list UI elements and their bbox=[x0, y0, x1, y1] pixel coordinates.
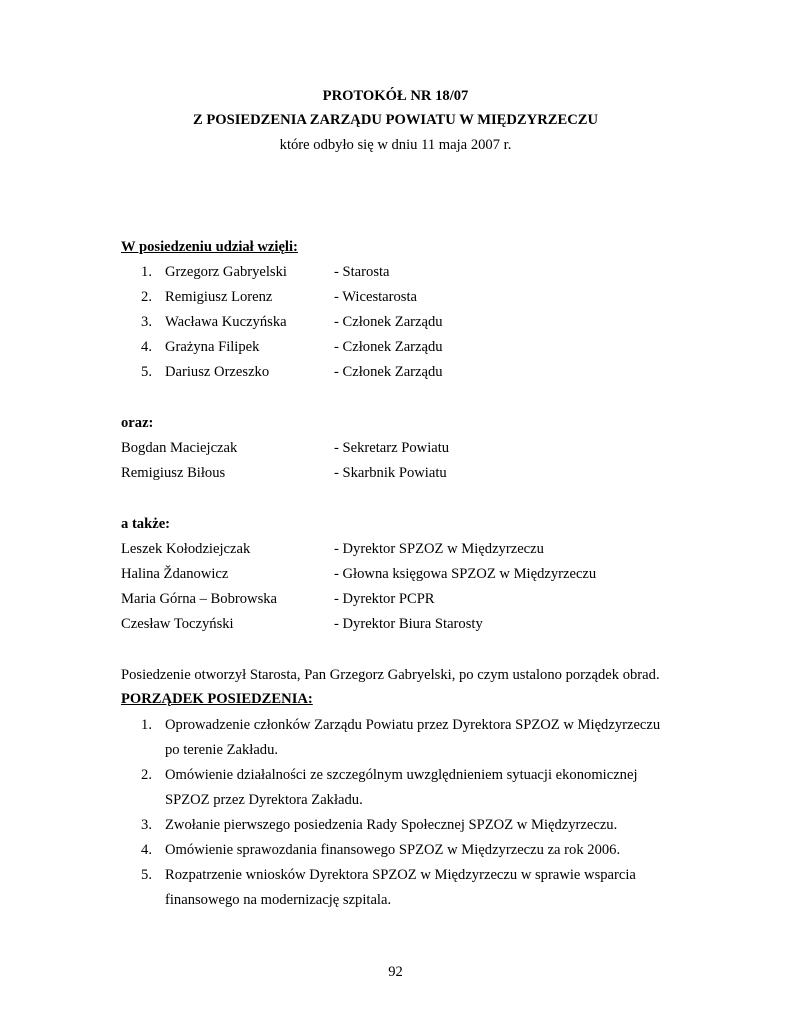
member-name: Dariusz Orzeszko bbox=[165, 364, 270, 380]
agenda-item-text: Omówienie sprawozdania finansowego SPZOZ w Międzyrzeczu za rok 2006. bbox=[165, 842, 621, 858]
member-role: - Członek Zarządu bbox=[334, 364, 443, 380]
agenda-item-text: SPZOZ przez Dyrektora Zakładu. bbox=[165, 792, 363, 808]
member-role: - Członek Zarządu bbox=[334, 314, 443, 330]
list-item-number: 4. bbox=[141, 842, 152, 858]
document-subtitle: Z POSIEDZENIA ZARZĄDU POWIATU W MIĘDZYRZECZU bbox=[192, 112, 599, 128]
member-name: Remigiusz Lorenz bbox=[165, 289, 273, 305]
member-role: - Członek Zarządu bbox=[334, 339, 443, 355]
person-role: - Dyrektor SPZOZ w Międzyrzeczu bbox=[334, 541, 544, 557]
agenda-item-text: Oprowadzenie członków Zarządu Powiatu przez Dyrektora SPZOZ w Międzyrzeczu bbox=[165, 717, 661, 733]
agenda-item-text: finansowego na modernizację szpitala. bbox=[165, 892, 392, 908]
list-item-number: 4. bbox=[141, 339, 152, 355]
list-item-number: 1. bbox=[141, 264, 152, 280]
list-item-number: 2. bbox=[141, 767, 152, 783]
list-item-number: 1. bbox=[141, 717, 152, 733]
person-name: Remigiusz Biłous bbox=[121, 465, 226, 481]
person-name: Leszek Kołodziejczak bbox=[121, 541, 251, 557]
agenda-item-text: Omówienie działalności ze szczególnym uwzględnieniem sytuacji ekonomicznej bbox=[165, 767, 638, 783]
member-role: - Wicestarosta bbox=[334, 289, 418, 305]
person-name: Maria Górna – Bobrowska bbox=[121, 591, 278, 607]
person-role: - Dyrektor PCPR bbox=[334, 591, 435, 607]
document-title: PROTOKÓŁ NR 18/07 bbox=[322, 88, 469, 104]
list-item-number: 3. bbox=[141, 817, 152, 833]
person-role: - Dyrektor Biura Starosty bbox=[334, 616, 483, 632]
agenda-item-text: Zwołanie pierwszego posiedzenia Rady Społecznej SPZOZ w Międzyrzeczu. bbox=[165, 817, 618, 833]
guests-heading: a także: bbox=[121, 516, 171, 532]
member-role: - Starosta bbox=[334, 264, 390, 280]
agenda-item-text: Rozpatrzenie wniosków Dyrektora SPZOZ w Międzyrzeczu w sprawie wsparcia bbox=[165, 867, 636, 883]
list-item-number: 5. bbox=[141, 867, 152, 883]
participants-heading: W posiedzeniu udział wzięli: bbox=[121, 239, 298, 255]
person-role: - Głowna księgowa SPZOZ w Międzyrzeczu bbox=[334, 566, 597, 582]
list-item-number: 3. bbox=[141, 314, 152, 330]
member-name: Grzegorz Gabryelski bbox=[165, 264, 287, 280]
list-item-number: 5. bbox=[141, 364, 152, 380]
member-name: Wacława Kuczyńska bbox=[165, 314, 287, 330]
person-name: Bogdan Maciejczak bbox=[121, 440, 238, 456]
list-item-number: 2. bbox=[141, 289, 152, 305]
page-number: 92 bbox=[388, 964, 403, 980]
person-name: Czesław Toczyński bbox=[121, 616, 234, 632]
member-name: Grażyna Filipek bbox=[165, 339, 260, 355]
person-name: Halina Ždanowicz bbox=[121, 566, 229, 582]
agenda-heading: PORZĄDEK POSIEDZENIA: bbox=[121, 691, 313, 707]
agenda-item-text: po terenie Zakładu. bbox=[165, 742, 279, 758]
opening-paragraph: Posiedzenie otworzył Starosta, Pan Grzegorz Gabryelski, po czym ustalono porządek obrad. bbox=[121, 667, 660, 683]
document-date-line: które odbyło się w dniu 11 maja 2007 r. bbox=[279, 137, 512, 153]
person-role: - Skarbnik Powiatu bbox=[334, 465, 447, 481]
person-role: - Sekretarz Powiatu bbox=[334, 440, 450, 456]
also-heading: oraz: bbox=[121, 415, 154, 431]
